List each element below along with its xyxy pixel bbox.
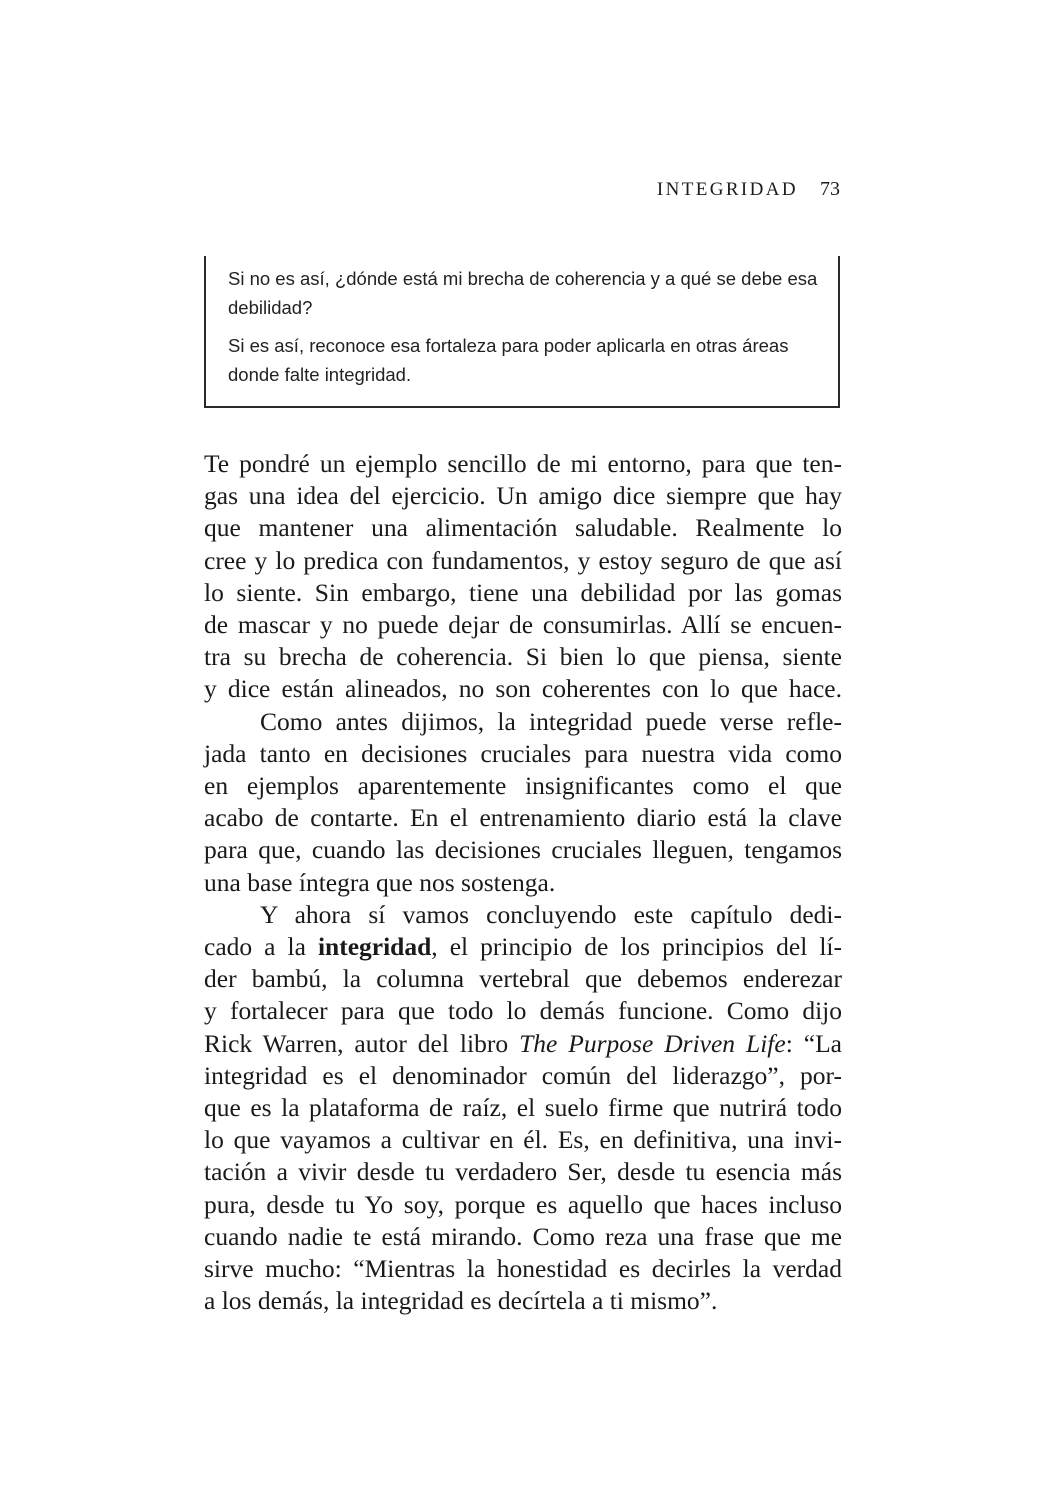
box-paragraph-1: Si no es así, ¿dónde está mi brecha de coherencia y a qué se debe esa debilidad? xyxy=(228,268,818,318)
text-line: lo que vayamos a cultivar en él. Es, en definitiva, una invi- xyxy=(204,1125,842,1155)
text-line: para que, cuando las decisiones cruciales lleguen, tengamos xyxy=(204,835,842,865)
running-header xyxy=(560,178,840,201)
text-line: a los demás, la integridad es decírtela a ti mismo”. xyxy=(204,1286,718,1316)
text-run: , el principio de los principios del lí- xyxy=(431,932,842,962)
text-line: que es la plataforma de raíz, el suelo firme que nutrirá todo xyxy=(204,1093,842,1123)
paragraph-1 xyxy=(204,448,842,706)
page-number: 73 xyxy=(820,178,840,200)
text-line xyxy=(204,931,842,963)
text-run: cado a la xyxy=(204,932,318,962)
text-line: de mascar y no puede dejar de consumirlas. Allí se encuen- xyxy=(204,610,842,640)
paragraph-3 xyxy=(204,899,842,1318)
text-run: : “La xyxy=(785,1028,842,1058)
text-line: sirve mucho: “Mientras la honestidad es decirles la verdad xyxy=(204,1254,842,1284)
text-line: pura, desde tu Yo soy, porque es aquello que haces incluso xyxy=(204,1189,842,1219)
reflection-box xyxy=(204,256,840,408)
text-line: y fortalecer para que todo lo demás funcione. Como dijo xyxy=(204,996,842,1026)
text-line: der bambú, la columna vertebral que debemos enderezar xyxy=(204,964,842,994)
text-line: Te pondré un ejemplo sencillo de mi entorno, para que ten- xyxy=(204,449,842,478)
text-line: una base íntegra que nos sostenga. xyxy=(204,867,556,897)
text-line: cuando nadie te está mirando. Como reza una frase que me xyxy=(204,1221,842,1251)
text-line: cree y lo predica con fundamentos, y estoy seguro de que así xyxy=(204,545,842,575)
box-paragraph-2: Si es así, reconoce esa fortaleza para poder aplicarla en otras áreas donde falte integridad. xyxy=(228,335,789,385)
text-line: acabo de contarte. En el entrenamiento diario está la clave xyxy=(204,803,842,833)
text-line: Y ahora sí vamos concluyendo este capítulo dedi- xyxy=(260,899,842,929)
text-line: que mantener una alimentación saludable. Realmente lo xyxy=(204,513,842,543)
text-line: Como antes dijimos, la integridad puede verse refle- xyxy=(260,706,842,736)
text-line: lo siente. Sin embargo, tiene una debilidad por las gomas xyxy=(204,577,842,607)
text-line: y dice están alineados, no son coherentes con lo que hace. xyxy=(204,674,842,704)
paragraph-2 xyxy=(204,706,842,899)
bold-term: integridad xyxy=(317,932,432,962)
text-line: tra su brecha de coherencia. Si bien lo que piensa, siente xyxy=(204,642,842,672)
text-line: integridad es el denominador común del liderazgo”, por- xyxy=(204,1060,842,1090)
text-line xyxy=(204,1028,842,1060)
body-text xyxy=(204,448,842,1317)
text-line: jada tanto en decisiones cruciales para nuestra vida como xyxy=(204,738,842,768)
text-run: Rick Warren, autor del libro xyxy=(204,1028,520,1058)
book-title: The Purpose Driven Life xyxy=(519,1028,786,1058)
text-line: gas una idea del ejercicio. Un amigo dice siempre que hay xyxy=(204,481,842,511)
text-line: tación a vivir desde tu verdadero Ser, desde tu esencia más xyxy=(204,1157,842,1187)
text-line: en ejemplos aparentemente insignificantes como el que xyxy=(204,771,842,801)
chapter-title: INTEGRIDAD xyxy=(656,179,798,200)
